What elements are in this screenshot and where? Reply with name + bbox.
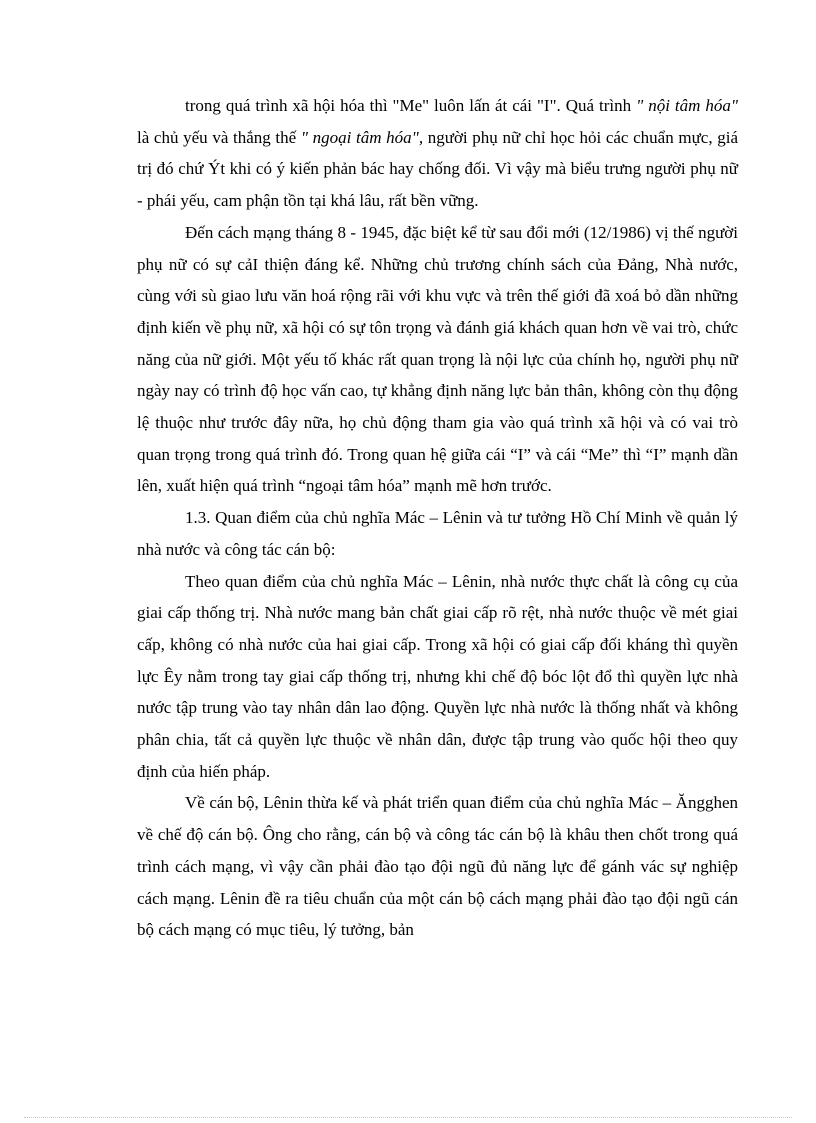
- italic-segment: " ngoại tâm hóa",: [300, 127, 424, 147]
- text-segment: Đến cách mạng tháng 8 - 1945, đặc biệt kể từ sau đổi mới (12/1986) vị thế người phụ nữ có sự cảI thiện đáng kể. Những chủ trương chính sách của Đảng, Nhà nước, cùng với sù giao lưu văn hoá rộng rãi với khu vực và trên thế giới đã xoá bỏ dần những định kiến về phụ nữ, xã hội có sự tôn trọng và đánh giá khách quan hơn về vai trò, chức năng của nữ giới. Một yếu tố khác rất quan trọng là nội lực của chính họ, người phụ nữ ngày nay có trình độ học vấn cao, tự khẳng định năng lực bản thân, không còn thụ động lệ thuộc như trước đây nữa, họ chủ động tham gia vào quá trình xã hội và có vai trò quan trọng trong quá trình đó. Trong quan hệ giữa cái “I” và cái “Me” thì “I” mạnh dần lên, xuất hiện quá trình “ngoại tâm hóa” mạnh mẽ hơn trước.: [137, 222, 738, 496]
- text-segment: người phụ nữ chỉ học hỏi các chuẩn mực, giá trị đó chứ Ýt khi có ý kiến phản bác hay chống đối. Vì vậy mà biểu trưng người phụ nữ - phái yếu, cam phận tồn tại khá lâu, rất bền vững.: [137, 127, 738, 211]
- text-segment: Về cán bộ, Lênin thừa kế và phát triển quan điểm của chủ nghĩa Mác – Ăngghen về chế độ cán bộ. Ông cho rằng, cán bộ và công tác cán bộ là khâu then chốt trong quá trình cách mạng, vì vậy cần phải đào tạo đội ngũ đủ năng lực để gánh vác sự nghiệp cách mạng. Lênin đề ra tiêu chuẩn của một cán bộ cách mạng phải đào tạo đội ngũ cán bộ cách mạng có mục tiêu, lý tưởng, bản: [137, 793, 738, 940]
- text-segment: Theo quan điểm của chủ nghĩa Mác – Lênin, nhà nước thực chất là công cụ của giai cấp thống trị. Nhà nước mang bản chất giai cấp rõ rệt, nhà nước thuộc về mét giai cấp, không có nhà nước của hai giai cấp. Trong xã hội có giai cấp đối kháng thì quyền lực Êy nằm trong tay giai cấp thống trị, nhưng khi chế độ bóc lột đổ thì quyền lực nhà nước tập trung vào tay nhân dân lao động. Quyền lực nhà nước là thống nhất và không phân chia, tất cả quyền lực thuộc về nhân dân, được tập trung vào quốc hội theo quy định của hiến pháp.: [137, 571, 738, 781]
- paragraph-2: [137, 217, 738, 502]
- text-segment: là chủ yếu và thắng thế: [137, 127, 301, 147]
- text-segment: 1.3. Quan điểm của chủ nghĩa Mác – Lênin và tư tưởng Hồ Chí Minh về quản lý nhà nước và công tác cán bộ:: [137, 508, 738, 559]
- document-body: [137, 90, 738, 946]
- text-segment: trong quá trình xã hội hóa thì "Me" luôn lấn át cái "I". Quá trình: [185, 96, 637, 115]
- paragraph-5: [137, 787, 738, 946]
- page-bottom-divider: [24, 1117, 792, 1118]
- section-heading-1-3: [137, 502, 738, 565]
- paragraph-4: [137, 566, 738, 788]
- italic-segment: " nội tâm hóa": [636, 96, 738, 115]
- paragraph-1: [137, 90, 738, 217]
